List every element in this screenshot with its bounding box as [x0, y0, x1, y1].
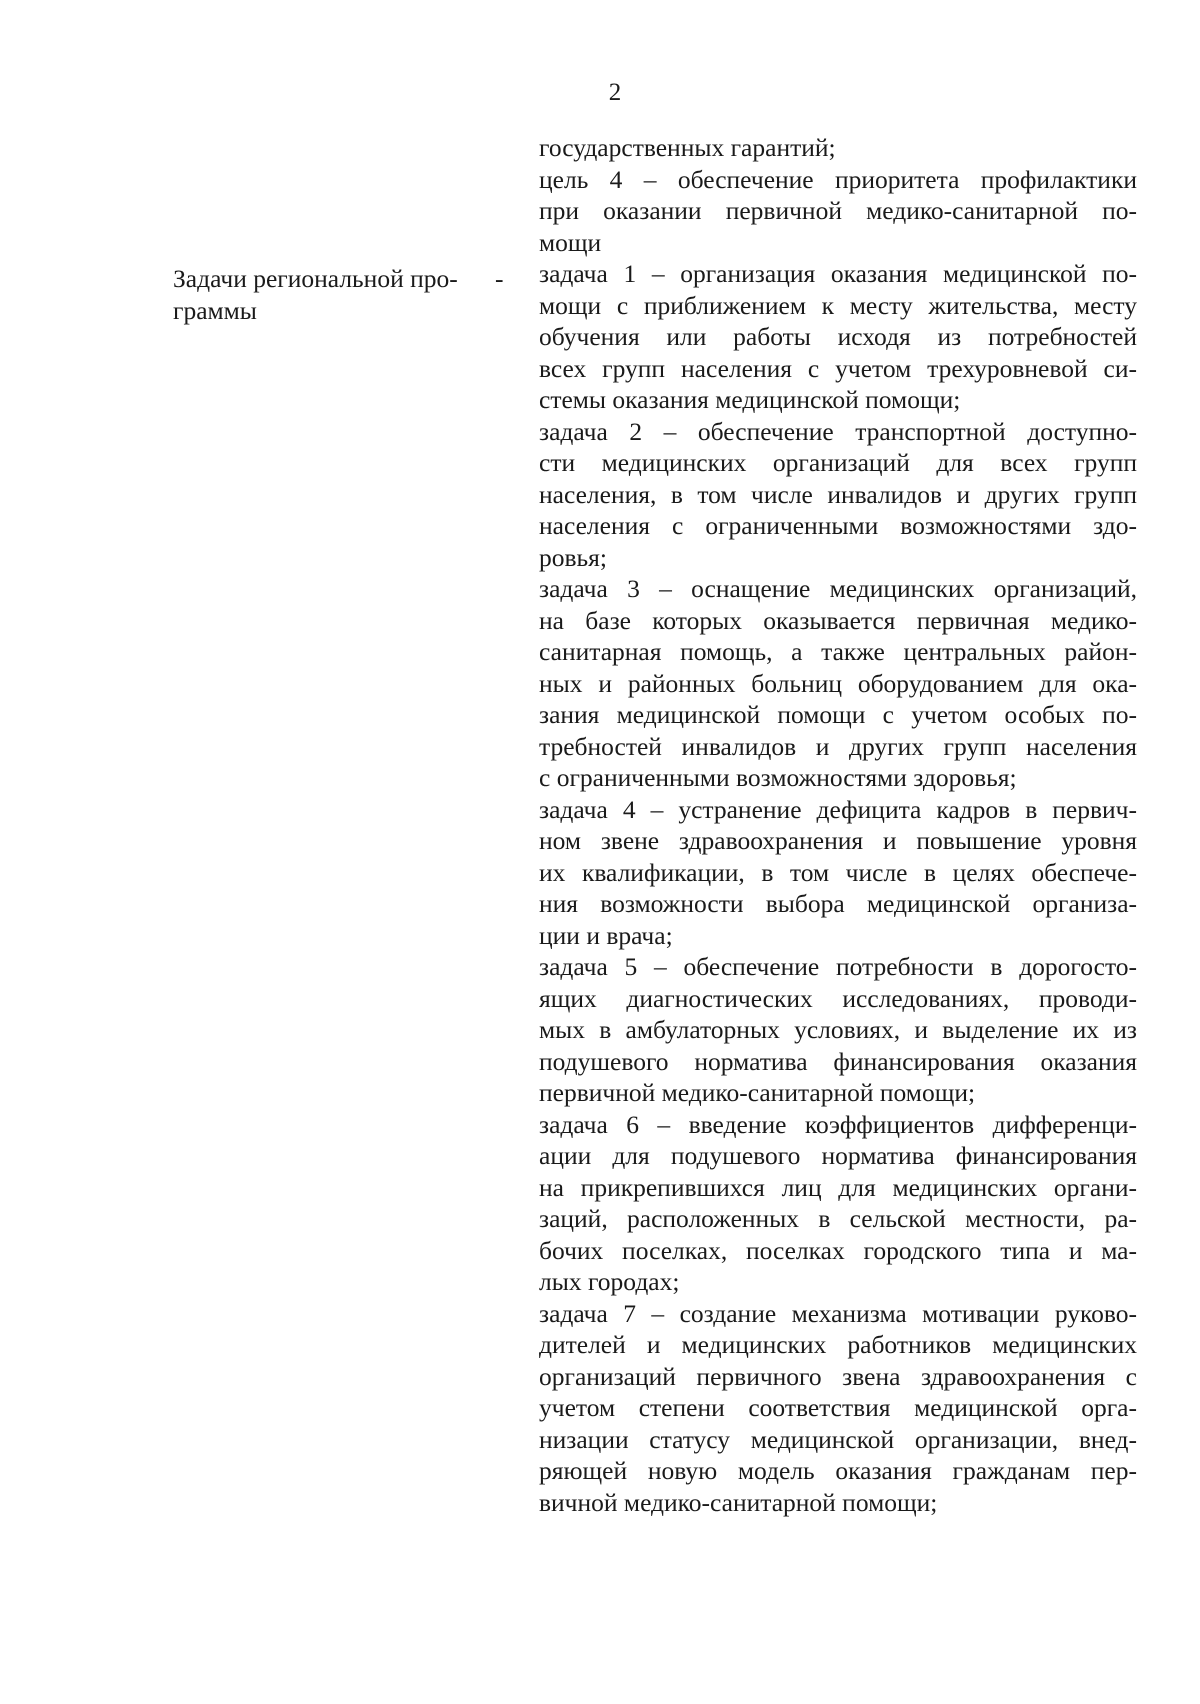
- body-text-line: учетом степени соответствия медицинской орга-: [539, 1393, 1137, 1422]
- body-text-line: ящих диагностических исследованиях, проводи-: [539, 983, 1137, 1013]
- label-separator-dash: -: [495, 264, 504, 293]
- body-text-line: обучения или работы исходя из потребностей: [539, 322, 1137, 351]
- body-text-line: низации статусу медицинской организации, внед-: [539, 1424, 1137, 1454]
- body-text-line: ации для подушевого норматива финансирования: [539, 1141, 1137, 1170]
- body-text-line: всех групп населения с учетом трехуровневой си-: [539, 353, 1137, 383]
- body-text-line: мых в амбулаторных условиях, и выделение их из: [539, 1015, 1137, 1044]
- body-text-line: ровья;: [539, 542, 607, 572]
- body-text-line: населения, в том числе инвалидов и других групп: [539, 479, 1137, 509]
- body-text-line: при оказании первичной медико-санитарной по-: [539, 196, 1137, 225]
- body-text-line: дителей и медицинских работников медицинских: [539, 1330, 1137, 1359]
- section-label: [173, 263, 473, 327]
- body-text-line: задача 2 – обеспечение транспортной доступно-: [539, 416, 1137, 446]
- body-text-line: подушевого норматива финансирования оказания: [539, 1046, 1137, 1076]
- body-text-line: организаций первичного звена здравоохранения с: [539, 1361, 1137, 1391]
- body-text-line: первичной медико-санитарной помощи;: [539, 1078, 976, 1107]
- body-text-line: ции и врача;: [539, 920, 673, 950]
- body-text-line: задача 6 – введение коэффициентов дифференци-: [539, 1109, 1137, 1139]
- body-text-line: ных и районных больниц оборудованием для ока-: [539, 668, 1137, 698]
- body-text-line: задача 5 – обеспечение потребности в дорогосто-: [539, 952, 1137, 981]
- body-text-line: требностей инвалидов и других групп населения: [539, 731, 1137, 761]
- body-text-line: на базе которых оказывается первичная медико-: [539, 605, 1137, 635]
- body-text-line: мощи с приближением к месту жительства, месту: [539, 290, 1137, 320]
- tasks-text-column: [539, 132, 1137, 1518]
- body-text-line: задача 1 – организация оказания медицинской по-: [539, 259, 1137, 288]
- body-text-line: стемы оказания медицинской помощи;: [539, 385, 961, 414]
- section-label-line-1: Задачи региональной про-: [173, 264, 458, 293]
- body-text-line: ном звене здравоохранения и повышение уровня: [539, 826, 1137, 855]
- body-text-line: заций, расположенных в сельской местности, ра-: [539, 1204, 1137, 1233]
- body-text-line: санитарная помощь, а также центральных район-: [539, 637, 1137, 666]
- body-text-line: вичной медико-санитарной помощи;: [539, 1487, 938, 1517]
- body-text-line: государственных гарантий;: [539, 133, 836, 162]
- body-text-line: сти медицинских организаций для всех групп: [539, 448, 1137, 477]
- body-text-line: ния возможности выбора медицинской организа-: [539, 889, 1137, 918]
- body-text-line: задача 3 – оснащение медицинских организаций,: [539, 574, 1137, 603]
- body-text-line: на прикрепившихся лиц для медицинских органи-: [539, 1172, 1137, 1202]
- page-number: 2: [608, 79, 622, 106]
- body-text-line: ряющей новую модель оказания гражданам пер-: [539, 1456, 1137, 1485]
- section-label-line-2: граммы: [173, 296, 257, 325]
- body-text-line: их квалификации, в том числе в целях обеспече-: [539, 857, 1137, 887]
- body-text-line: бочих поселках, поселках городского типа и ма-: [539, 1235, 1137, 1265]
- body-text-line: зания медицинской помощи с учетом особых по-: [539, 700, 1137, 729]
- body-text-line: цель 4 – обеспечение приоритета профилактики: [539, 164, 1137, 194]
- body-text-line: лых городах;: [539, 1267, 680, 1296]
- body-text-line: задача 4 – устранение дефицита кадров в первич-: [539, 794, 1137, 824]
- body-text-line: населения с ограниченными возможностями здо-: [539, 511, 1137, 540]
- body-text-line: с ограниченными возможностями здоровья;: [539, 763, 1017, 792]
- body-text-line: задача 7 – создание механизма мотивации руково-: [539, 1298, 1137, 1328]
- body-text-line: мощи: [539, 227, 602, 257]
